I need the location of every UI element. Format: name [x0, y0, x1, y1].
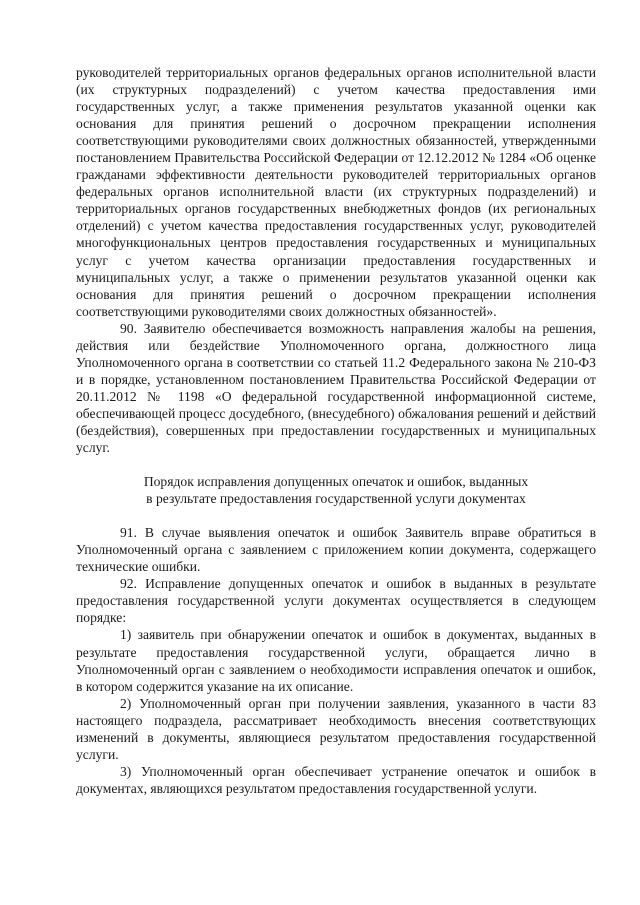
paragraph-92-item-2: 2) Уполномоченный орган при получении заявления, указанного в части 83 настоящего подраздела, рассматривает необходимость внесения соответствующих изменений в документы, являющиеся результатом предоставления государственной услуги.	[76, 695, 596, 762]
paragraph-91: 91. В случае выявления опечаток и ошибок Заявитель вправе обратиться в Уполномоченный органа с заявлением с приложением копии документа, содержащего технические ошибки.	[76, 525, 596, 575]
paragraph-90: 90. Заявителю обеспечивается возможность направления жалобы на решения, действия или бездействие Уполномоченного органа, должностного лица Уполномоченного органа в соответствии со статьей 11.2 Федерального закона № 210-ФЗ и в порядке, установленном постановлением Правительства Российской Федерации от 20.11.2012 № 1198 «О федеральной государственной информационной системе, обеспечивающей процесс досудебного, (внесудебного) обжалования решений и действий (бездействия), совершенных при предоставлении государственных и муниципальных услуг.	[76, 320, 596, 456]
section-heading	[76, 473, 596, 507]
paragraph-continuation: руководителей территориальных органов федеральных органов исполнительной власти (их структурных подразделений) с учетом качества предоставления ими государственных услуг, а также применения результатов указанной оценки как основания для принятия решений о досрочном прекращении исполнения соответствующими руководителями своих должностных обязанностей, утвержденными постановлением Правительства Российской Федерации от 12.12.2012 № 1284 «Об оценке гражданами эффективности деятельности руководителей территориальных органов федеральных органов исполнительной власти (их структурных подразделений) и территориальных органов государственных внебюджетных фондов (их региональных отделений) с учетом качества предоставления государственных услуг, руководителей многофункциональных центров предоставления государственных и муниципальных услуг с учетом качества организации предоставления государственных и муниципальных услуг, а также о применении результатов указанной оценки как основания для принятия решений о досрочном прекращении исполнения соответствующими руководителями своих должностных обязанностей».	[76, 65, 596, 319]
paragraph-92-item-3: 3) Уполномоченный орган обеспечивает устранение опечаток и ошибок в документах, являющихся результатом предоставления государственной услуги.	[76, 763, 596, 796]
section-heading-line-1: Порядок исправления допущенных опечаток и ошибок, выданных	[143, 474, 529, 490]
paragraph-92-item-1: 1) заявитель при обнаружении опечаток и ошибок в документах, выданных в результате предоставления государственной услуги, обращается лично в Уполномоченный орган с заявлением о необходимости исправления опечаток и ошибок, в котором содержится указание на их описание.	[76, 627, 596, 694]
document-page	[76, 64, 596, 797]
section-heading-line-2: в результате предоставления государственной услуги документах	[146, 491, 526, 507]
paragraph-92: 92. Исправление допущенных опечаток и ошибок в выданных в результате предоставления государственной услуги документах осуществляется в следующем порядке:	[76, 576, 596, 626]
